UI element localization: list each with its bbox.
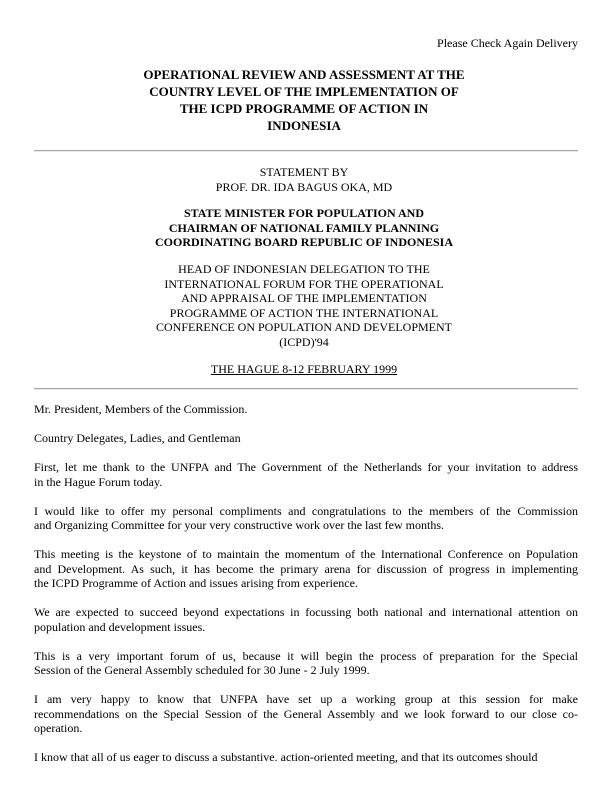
title-line: OPERATIONAL REVIEW AND ASSESSMENT AT THE <box>143 67 465 82</box>
statement-line: STATEMENT BY <box>259 165 349 179</box>
minister-line: CHAIRMAN OF NATIONAL FAMILY PLANNING <box>168 220 440 235</box>
text-line: Country Delegates, Ladies, and Gentleman <box>34 431 241 445</box>
text-line: Mr. President, Members of the Commission. <box>34 402 248 416</box>
delegation-title <box>34 262 574 349</box>
paragraph <box>34 504 578 533</box>
title-line: INDONESIA <box>267 118 341 133</box>
title-line: COUNTRY LEVEL OF THE IMPLEMENTATION OF <box>149 84 459 99</box>
document-title <box>34 66 574 134</box>
text-line: the ICPD Programme of Action and issues arising from experience. <box>34 576 358 590</box>
paragraph <box>34 692 578 736</box>
delegation-line: AND APPRAISAL OF THE IMPLEMENTATION <box>181 291 427 305</box>
text-line: and Organizing Committee for your very constructive work over the last few months. <box>34 518 445 532</box>
text-line: I would like to offer my personal compliments and congratulations to the members of the Commission <box>34 503 578 518</box>
text-line: I know that all of us eager to discuss a substantive. action-oriented meeting, and that its outcomes should <box>34 750 538 764</box>
text-line: recommendations on the Special Session of the General Assembly and we look forward to our close co- <box>34 706 578 721</box>
speaker-name: PROF. DR. IDA BAGUS OKA, MD <box>215 179 393 194</box>
paragraph <box>34 605 578 634</box>
text-line: This meeting is the keystone of to maintain the momentum of the International Conference on Population <box>34 547 578 561</box>
statement-by <box>34 165 574 194</box>
text-line: We are expected to succeed beyond expectations in focussing both national and international attention on <box>34 605 578 619</box>
paragraph <box>34 750 578 765</box>
minister-title <box>34 206 574 250</box>
minister-line: COORDINATING BOARD REPUBLIC OF INDONESIA <box>154 235 454 249</box>
paragraph <box>34 431 578 446</box>
venue-date: THE HAGUE 8-12 FEBRUARY 1999 <box>210 362 398 376</box>
title-line: THE ICPD PROGRAMME OF ACTION IN <box>179 101 429 116</box>
delegation-line: (ICPD)'94 <box>279 334 329 349</box>
text-line: in the Hague Forum today. <box>34 474 163 489</box>
text-line: and Development. As such, it has become the primary arena for discussion of progress in implementing <box>34 561 578 576</box>
horizontal-divider <box>34 150 578 152</box>
paragraph <box>34 460 578 489</box>
minister-line: STATE MINISTER FOR POPULATION AND <box>183 206 425 220</box>
delegation-line: PROGRAMME OF ACTION THE INTERNATIONAL <box>169 305 439 320</box>
delivery-note: Please Check Again Delivery <box>437 36 578 50</box>
text-line: operation. <box>34 721 83 735</box>
text-line: Session of the General Assembly scheduled for 30 June - 2 July 1999. <box>34 663 370 677</box>
delegation-line: HEAD OF INDONESIAN DELEGATION TO THE <box>178 262 430 276</box>
horizontal-divider <box>34 388 578 390</box>
speech-body <box>34 402 578 779</box>
paragraph <box>34 649 578 678</box>
text-line: population and development issues. <box>34 619 206 634</box>
text-line: First, let me thank to the UNFPA and The Government of the Netherlands for your invitation to address <box>34 460 578 474</box>
paragraph <box>34 547 578 591</box>
text-line: This is a very important forum of us, because it will begin the process of preparation for the Special <box>34 648 578 663</box>
text-line: I am very happy to know that UNFPA have set up a working group at this session for make <box>34 692 578 706</box>
delegation-line: CONFERENCE ON POPULATION AND DEVELOPMENT <box>155 320 452 334</box>
paragraph <box>34 402 578 417</box>
delegation-line: INTERNATIONAL FORUM FOR THE OPERATIONAL <box>164 276 444 291</box>
